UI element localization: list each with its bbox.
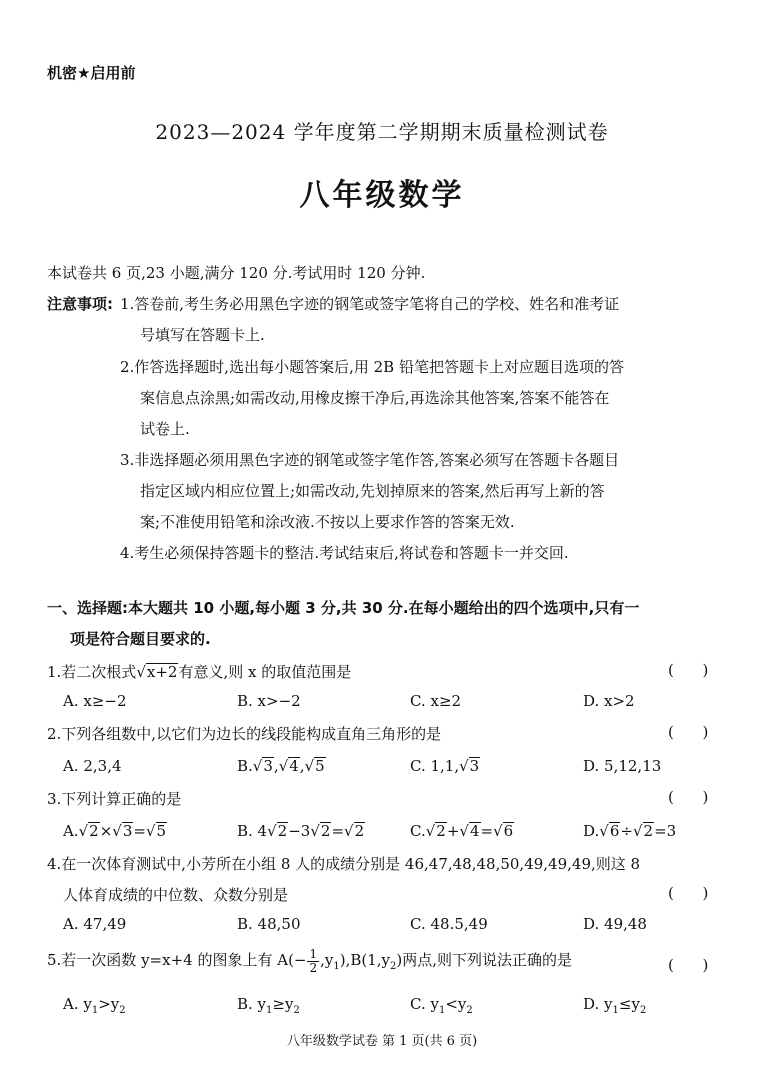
q4-option-b: B. 48,50 (237, 915, 301, 933)
question-2-stem: 2.下列各组数中,以它们为边长的线段能构成直角三角形的是 (47, 725, 442, 743)
q2-option-d: D. 5,12,13 (583, 757, 662, 775)
note-line: 指定区域内相应位置上;如需改动,先划掉原来的答案,然后再写上新的答 (140, 482, 605, 500)
note-line: 3.非选择题必须用黑色字迹的钢笔或签字笔作答,答案必须写在答题卡各题目 (120, 451, 620, 469)
q2-option-c: C. 1,1,√3 (410, 757, 480, 775)
q3-option-a: A.√2×√3=√5 (63, 822, 167, 840)
note-line: 号填写在答题卡上. (140, 326, 265, 344)
q4-option-c: C. 48.5,49 (410, 915, 488, 933)
exam-intro: 本试卷共 6 页,23 小题,满分 120 分.考试用时 120 分钟. (47, 264, 426, 282)
answer-paren: ( ) (668, 884, 709, 902)
exam-title: 2023—2024 学年度第二学期期末质量检测试卷 (155, 120, 609, 144)
answer-paren: ( ) (668, 661, 709, 679)
q3-option-d: D.√6÷√2=3 (583, 822, 677, 840)
question-4-stem-cont: 人体育成绩的中位数、众数分别是 (63, 886, 289, 904)
answer-paren: ( ) (668, 956, 709, 974)
question-4-stem: 4.在一次体育测试中,小芳所在小组 8 人的成绩分别是 46,47,48,48,50,49,49,49,则这 8 (47, 855, 641, 873)
q5-option-c: C. $y_1<y_2$ (410, 995, 473, 1016)
note-line: 4.考生必须保持答题卡的整洁.考试结束后,将试卷和答题卡一并交回. (120, 544, 569, 562)
confidential-label: 机密★启用前 (47, 64, 136, 82)
q5-option-b: B. $y_1\ge y_2$ (237, 995, 300, 1016)
note-line: 试卷上. (140, 420, 190, 438)
question-5-stem: 5.若一次函数 y=x+4 的图象上有 A(− $\frac{1}{2}$ $,y_1),B(1,y_2)$两点,则下列说法正确的是 (47, 947, 573, 975)
q1-option-d: D. x>2 (583, 692, 635, 710)
notes-label: 注意事项: (47, 295, 113, 313)
answer-paren: ( ) (668, 788, 709, 806)
q2-option-a: A. 2,3,4 (63, 757, 122, 775)
q3-option-b: B. 4√2−3√2=√2 (237, 822, 365, 840)
q1-option-c: C. x≥2 (410, 692, 462, 710)
q4-option-a: A. 47,49 (63, 915, 127, 933)
q2-option-b: B.√3,√4,√5 (237, 757, 325, 775)
note-line: 案;不准使用铅笔和涂改液.不按以上要求作答的答案无效. (140, 513, 515, 531)
subject-title: 八年级数学 (299, 178, 465, 213)
note-line: 案信息点涂黑;如需改动,用橡皮擦干净后,再选涂其他答案,答案不能答在 (140, 389, 610, 407)
question-3-stem: 3.下列计算正确的是 (47, 790, 182, 808)
section-heading-cont: 项是符合题目要求的. (70, 630, 211, 648)
sqrt-symbol: √ (136, 663, 146, 681)
q3-option-c: C.√2+√4=√6 (410, 822, 514, 840)
q1-option-b: B. x>−2 (237, 692, 301, 710)
note-line: 1.答卷前,考生务必用黑色字迹的钢笔或签字笔将自己的学校、姓名和准考证 (120, 295, 620, 313)
answer-paren: ( ) (668, 723, 709, 741)
page-footer: 八年级数学试卷 第 1 页(共 6 页) (286, 1034, 478, 1049)
fraction-half: $\frac{1}{2}$ (309, 947, 318, 975)
q4-option-d: D. 49,48 (583, 915, 647, 933)
q5-option-a: A. $y_1>y_2$ (63, 995, 126, 1016)
note-line: 2.作答选择题时,选出每小题答案后,用 2B 铅笔把答题卡上对应题目选项的答 (120, 358, 624, 376)
q5-option-d: D. $y_1\le y_2$ (583, 995, 647, 1016)
radicand: x+2 (146, 663, 178, 681)
question-1-stem: 1.若二次根式√x+2有意义,则 x 的取值范围是 (47, 663, 352, 681)
q1-option-a: A. x≥−2 (63, 692, 127, 710)
section-heading: 一、选择题:本大题共 10 小题,每小题 3 分,共 30 分.在每小题给出的四个选项中,只有一 (47, 599, 640, 617)
